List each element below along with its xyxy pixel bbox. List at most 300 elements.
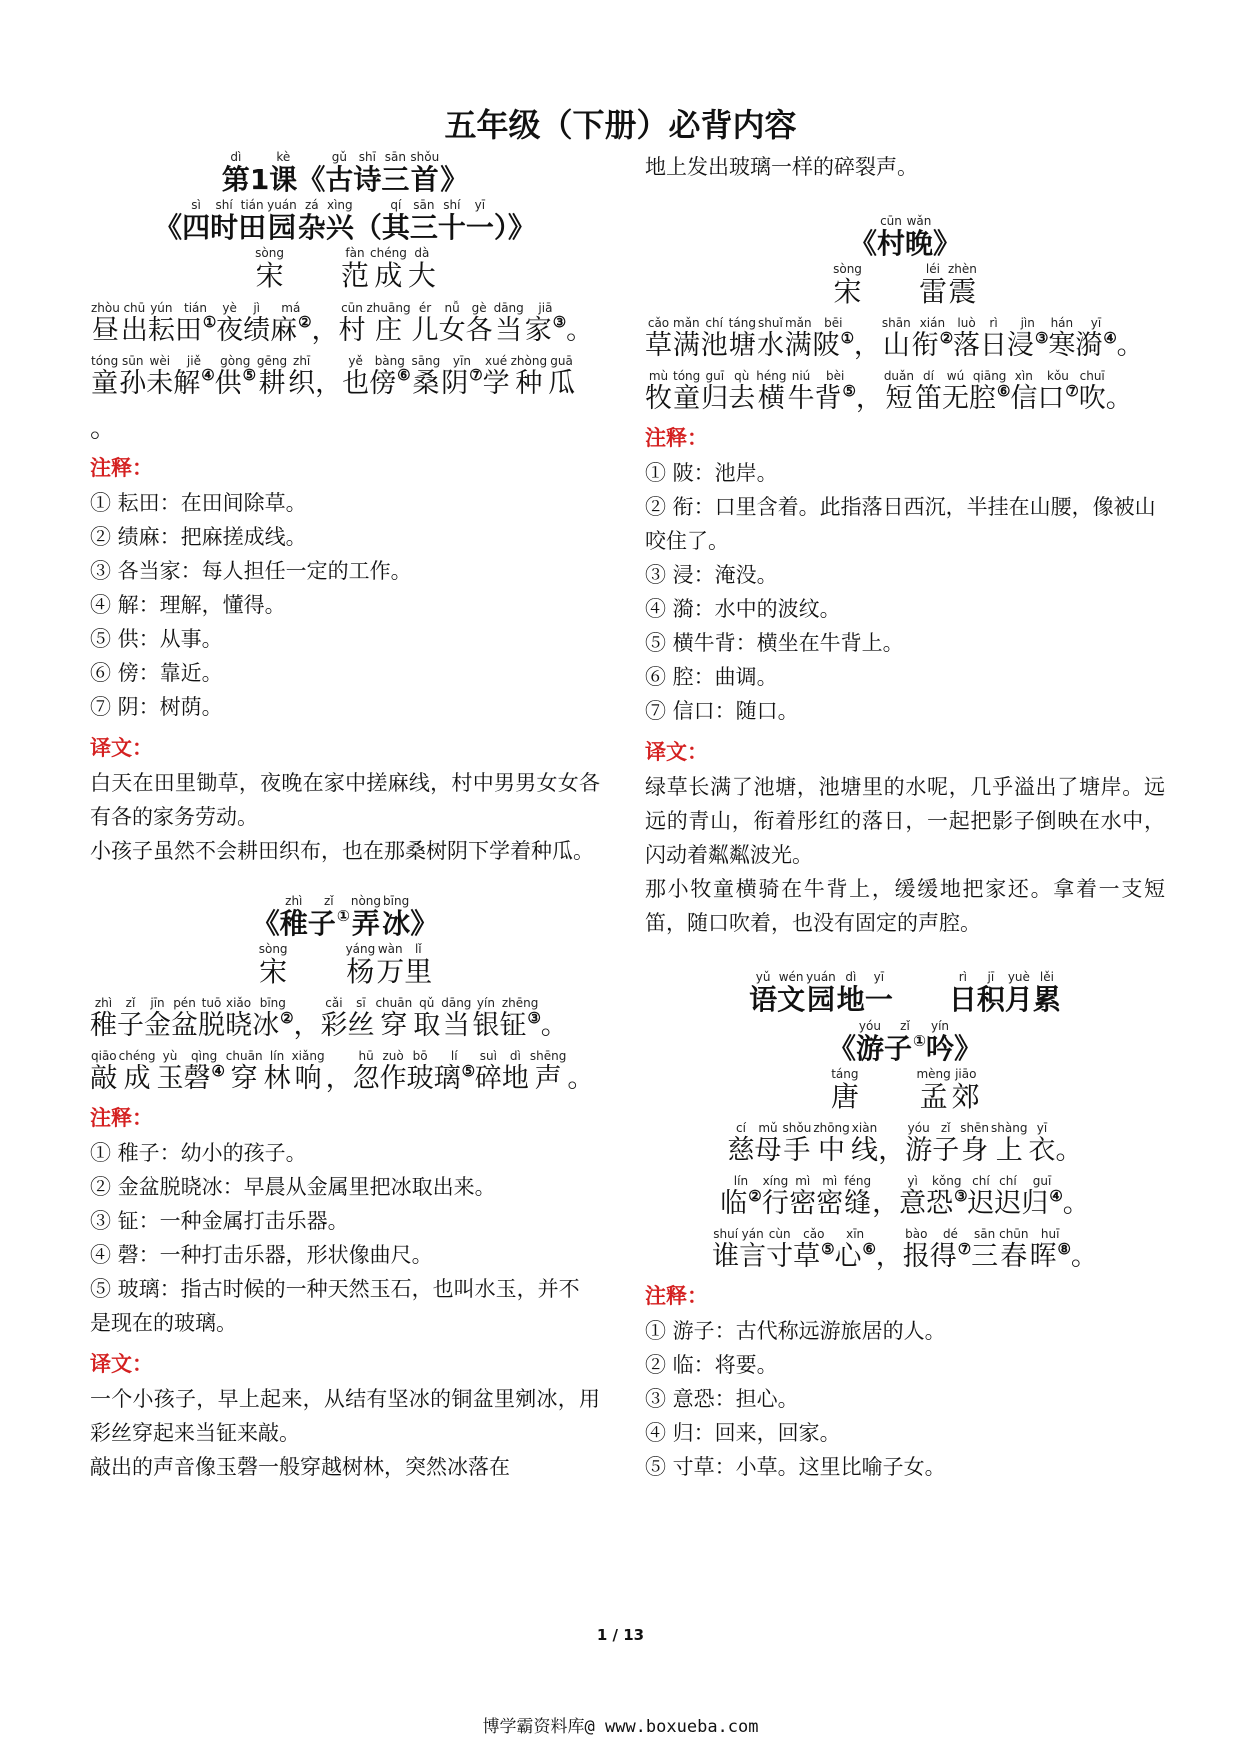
ruby-char	[156, 1049, 183, 1094]
pinyin: chí	[972, 1174, 990, 1189]
hanzi	[863, 276, 919, 308]
ruby-char	[947, 262, 978, 308]
hanzi: ，	[853, 330, 881, 362]
ruby-char	[1037, 369, 1078, 414]
hanzi: 园	[806, 983, 835, 1017]
ruby-char	[851, 1121, 878, 1166]
pinyin: bō	[412, 1049, 428, 1064]
ruby-char	[440, 996, 472, 1041]
hanzi: 吟	[926, 1031, 955, 1065]
hanzi: 女	[438, 314, 466, 346]
ruby-char	[225, 996, 252, 1041]
hanzi: 得⑦	[929, 1240, 972, 1273]
ruby-char	[308, 894, 350, 940]
footnote-marker: ⑥	[997, 382, 1011, 401]
ruby-char	[915, 1067, 951, 1113]
ruby-char	[930, 1227, 971, 1272]
pinyin: guā	[550, 353, 573, 368]
ruby-char	[119, 354, 146, 399]
hanzi: 村	[338, 314, 366, 346]
hanzi: 子	[117, 1010, 144, 1042]
pinyin	[421, 894, 427, 908]
hanzi: 宋	[255, 259, 284, 293]
ruby-char	[784, 316, 813, 361]
notes-list	[645, 1314, 1165, 1484]
hanzi: 敲	[90, 1063, 118, 1095]
pinyin: zuò	[382, 1049, 404, 1064]
pinyin: mǎn	[673, 316, 700, 331]
pinyin: bàng	[374, 353, 405, 368]
left-column	[90, 150, 600, 1484]
pinyin: lín	[733, 1174, 749, 1189]
pinyin: dà	[414, 246, 430, 261]
translation-paragraph: 白天在田里锄草，夜晚在家中搓麻线，村中男男女女各有各的家务劳动。	[90, 770, 600, 829]
ruby-char	[971, 1227, 998, 1272]
hanzi: 地	[836, 983, 865, 1017]
hanzi: 成	[123, 1063, 151, 1095]
hanzi: 横	[757, 383, 785, 415]
pinyin: kǒu	[1047, 369, 1069, 384]
hanzi: 绩	[243, 314, 271, 346]
pinyin: qiāo	[91, 1049, 117, 1064]
pinyin: héng	[756, 369, 787, 384]
pinyin: sì	[191, 198, 201, 213]
pinyin: shàng	[991, 1121, 1028, 1136]
ruby-char	[878, 1121, 905, 1166]
ruby-char	[566, 301, 593, 346]
ruby-char	[182, 198, 210, 244]
poem-verse	[90, 1049, 600, 1094]
pinyin: cūn	[341, 300, 363, 315]
hanzi: 言	[739, 1241, 767, 1273]
ruby-char	[439, 301, 466, 346]
ruby-char	[712, 1227, 739, 1272]
pinyin: cǎi	[325, 996, 343, 1011]
ruby-char	[672, 369, 701, 414]
ruby-char	[369, 246, 408, 292]
pinyin: luò	[957, 316, 976, 331]
pinyin: zǐ	[900, 1018, 910, 1033]
hanzi: 彩	[320, 1010, 348, 1042]
pinyin: zǐ	[940, 1121, 951, 1136]
hanzi: 杂	[297, 211, 326, 245]
hanzi: ，	[325, 1063, 353, 1095]
note-item: ⑤ 寸草：小草。这里比喻子女。	[645, 1455, 946, 1480]
pinyin: jiāo	[955, 1066, 977, 1081]
ruby-char	[347, 996, 374, 1041]
ruby-char	[548, 354, 575, 399]
hanzi: 满	[784, 330, 812, 362]
ruby-char	[250, 150, 269, 196]
pinyin: sòng	[833, 262, 862, 277]
hanzi: 信	[1010, 383, 1038, 415]
ruby-char	[293, 996, 320, 1041]
ruby-char	[905, 1121, 932, 1166]
footnote-marker: ⑥	[862, 1240, 876, 1258]
hanzi: （	[353, 211, 382, 245]
pinyin	[578, 1049, 584, 1063]
ruby-char	[720, 1174, 761, 1219]
pinyin: xīn	[846, 1227, 865, 1242]
footnote-marker: ①	[840, 329, 854, 348]
pinyin	[512, 198, 518, 212]
pinyin: tián	[240, 198, 264, 213]
pinyin: sāng	[411, 353, 441, 368]
pinyin: xián	[919, 316, 946, 331]
pinyin: dì	[509, 1049, 521, 1064]
notes-label: 注释：	[90, 1106, 153, 1131]
footnote-marker: ⑤	[461, 1062, 475, 1080]
pinyin: yī	[474, 198, 486, 213]
pinyin: gēng	[256, 353, 288, 368]
pinyin: gǔ	[331, 150, 347, 164]
ruby-char	[980, 316, 1007, 361]
ruby-char	[837, 970, 865, 1016]
hanzi: 冰	[382, 906, 411, 940]
pinyin: xiǎng	[291, 1049, 325, 1064]
ruby-char	[342, 354, 369, 399]
pinyin: shān	[881, 316, 911, 331]
hanzi: 晖⑧	[1029, 1240, 1071, 1273]
hanzi: 取	[413, 1010, 441, 1042]
pinyin: yín	[931, 1018, 950, 1033]
ruby-char	[285, 246, 341, 292]
ruby-char	[376, 942, 404, 988]
ruby-char	[953, 316, 980, 361]
pinyin: cǎo	[647, 316, 670, 331]
hanzi: 田	[238, 211, 267, 245]
hanzi: 》	[954, 1031, 983, 1065]
pinyin: sūn	[122, 353, 144, 368]
hanzi: 出	[120, 314, 148, 346]
hanzi: 吹	[1078, 383, 1106, 415]
hanzi: 语	[749, 983, 778, 1017]
pinyin: mù	[648, 369, 669, 384]
hanzi: 草	[645, 330, 672, 362]
hanzi: 金	[144, 1010, 171, 1042]
note-item: ⑥ 傍：靠近。	[90, 660, 223, 685]
hanzi: 林	[263, 1063, 291, 1095]
pinyin: zá	[304, 198, 319, 213]
ruby-char	[762, 1174, 790, 1219]
hanzi: 雷	[918, 275, 947, 309]
pinyin	[304, 996, 310, 1010]
note-item: ③ 钲：一种金属打击乐器。	[90, 1209, 349, 1234]
hanzi: ，	[311, 314, 339, 346]
hanzi: 作	[379, 1063, 407, 1095]
ruby-char	[990, 1121, 1028, 1166]
pinyin	[1116, 369, 1122, 383]
ruby-char	[408, 246, 436, 292]
hanzi: 满	[672, 330, 700, 362]
note-item: ⑤ 横牛背：横坐在牛背上。	[645, 631, 904, 656]
translation	[645, 770, 1165, 940]
pinyin: táng	[728, 316, 756, 331]
pinyin: jī	[987, 970, 995, 985]
pinyin: yuán	[267, 198, 297, 213]
ruby-char	[1010, 369, 1037, 414]
pinyin: tóng	[91, 353, 119, 368]
pinyin: zhèn	[947, 262, 977, 277]
footnote-marker: ②	[748, 1186, 762, 1205]
footnote-marker: ⑧	[1057, 1240, 1071, 1258]
ruby-char	[264, 1049, 291, 1094]
pinyin: xìng	[326, 198, 353, 213]
ruby-char	[884, 1019, 926, 1065]
ruby-char	[407, 1049, 434, 1094]
pinyin: mǎn	[784, 316, 812, 331]
hanzi: 归④	[1021, 1186, 1063, 1220]
hanzi: 三	[409, 211, 438, 245]
pinyin: yóu	[907, 1121, 930, 1136]
ruby-char	[369, 354, 410, 399]
pinyin: duǎn	[883, 369, 914, 384]
ruby-char	[959, 1121, 990, 1166]
pinyin: tóng	[673, 369, 701, 384]
hanzi: 笛	[915, 383, 942, 415]
ruby-char	[529, 1049, 567, 1094]
pinyin	[336, 1049, 342, 1063]
ruby-char	[243, 301, 270, 346]
hanzi: 子	[932, 1135, 960, 1167]
hanzi: 唐	[830, 1079, 859, 1113]
hanzi: 《	[848, 227, 877, 260]
hanzi: 陂①	[812, 329, 854, 362]
poem-title	[90, 198, 600, 244]
pinyin: shēng	[529, 1049, 567, 1064]
pinyin	[965, 1019, 971, 1033]
pinyin	[883, 1174, 889, 1188]
ruby-char	[1005, 970, 1033, 1016]
ruby-char	[258, 942, 289, 988]
hanzi: 万	[376, 954, 405, 988]
footnote-marker: ⑦	[957, 1240, 972, 1258]
ruby-char	[728, 1121, 755, 1166]
ruby-char	[903, 1227, 930, 1272]
pinyin: mǔ	[758, 1121, 778, 1136]
hanzi: 麻②	[270, 313, 312, 346]
ruby-char	[952, 1067, 980, 1113]
ruby-char	[380, 1049, 407, 1094]
hanzi: 当	[495, 314, 523, 346]
pinyin	[577, 301, 583, 315]
hanzi: 三	[381, 163, 410, 196]
page-title: 五年级（下册）必背内容	[444, 106, 797, 144]
pinyin	[308, 150, 314, 164]
note-item: ⑦ 阴：树荫。	[90, 694, 223, 719]
hanzi: 声	[534, 1063, 562, 1095]
ruby-char	[325, 150, 353, 196]
ruby-char	[757, 316, 784, 361]
ruby-char	[1117, 316, 1144, 361]
hanzi: 《	[827, 1031, 856, 1065]
hanzi	[289, 956, 345, 988]
ruby-char	[1028, 1121, 1055, 1166]
hanzi: 郊	[951, 1079, 980, 1113]
pinyin: shī	[358, 150, 376, 164]
ruby-char	[793, 1227, 834, 1272]
note-item: ⑤ 玻璃：指古时候的一种天然玉石，也叫水玉，并不是现在的玻璃。	[90, 1277, 580, 1336]
pinyin: sān	[973, 1227, 996, 1242]
pinyin: cí	[736, 1121, 746, 1136]
note-item: ⑥ 腔：曲调。	[645, 665, 778, 690]
ruby-char	[1106, 369, 1133, 414]
ruby-char	[311, 301, 338, 346]
pinyin: pén	[173, 996, 196, 1011]
pinyin: jiā	[538, 300, 553, 315]
pinyin: qù	[734, 369, 750, 384]
ruby-char	[144, 996, 171, 1041]
ruby-char	[382, 894, 410, 940]
pinyin	[326, 354, 332, 368]
hanzi: 心⑥	[834, 1240, 876, 1273]
hanzi: 寒	[1048, 330, 1076, 362]
pinyin	[551, 996, 557, 1010]
pinyin: guī	[705, 369, 725, 384]
pinyin: chí	[705, 316, 723, 331]
ruby-char	[828, 1019, 856, 1065]
note-item: ① 陂：池岸。	[645, 461, 778, 486]
ruby-char	[877, 214, 905, 260]
pinyin: yī	[873, 970, 885, 985]
ruby-char	[216, 301, 243, 346]
hanzi: 。	[1062, 1188, 1090, 1220]
hanzi: 村	[876, 227, 905, 260]
hanzi: 里	[404, 954, 433, 988]
pinyin	[165, 198, 171, 212]
pinyin: lí	[450, 1049, 458, 1064]
note-item: ④ 磬：一种打击乐器，形状像曲尺。	[90, 1243, 433, 1268]
pinyin: yáng	[345, 941, 376, 956]
footnote-marker: ②	[939, 329, 954, 348]
hanzi: 子①	[307, 906, 350, 940]
ruby-char	[266, 198, 298, 244]
ruby-char	[883, 369, 915, 414]
hanzi	[285, 260, 341, 292]
hanzi: 供⑤	[214, 366, 256, 399]
footnote-marker: ③	[527, 1008, 541, 1027]
pinyin	[101, 399, 107, 413]
hanzi: 家③	[524, 313, 567, 346]
ruby-char	[905, 214, 933, 260]
hanzi: 月	[1004, 983, 1033, 1017]
ruby-char	[1055, 1121, 1082, 1166]
ruby-char	[816, 1174, 843, 1219]
section-title	[645, 970, 1165, 1016]
ruby-char	[365, 301, 411, 346]
ruby-char	[297, 150, 325, 196]
pinyin: mèng	[916, 1066, 951, 1081]
pinyin: zhì	[285, 893, 303, 908]
ruby-char	[932, 1121, 959, 1166]
hanzi: 园	[267, 211, 296, 245]
hanzi: 庄	[375, 314, 403, 346]
footnote-marker: ④	[1049, 1186, 1063, 1205]
hanzi: 成	[374, 259, 403, 293]
pinyin: guī	[1032, 1174, 1052, 1189]
hanzi: 密	[816, 1188, 844, 1220]
ruby-char	[493, 301, 525, 346]
footnote-marker: ⑦	[469, 366, 483, 385]
pinyin: mì	[795, 1174, 811, 1189]
hanzi: 腔⑥	[969, 382, 1011, 415]
note-item: ④ 解：理解，懂得。	[90, 592, 286, 617]
ruby-char	[881, 316, 912, 361]
pinyin: léi	[925, 262, 940, 277]
ruby-char	[466, 301, 493, 346]
translation	[90, 1382, 600, 1484]
pinyin: shǒu	[782, 1121, 812, 1136]
pinyin: zhōng	[813, 1121, 850, 1136]
hanzi: 玉	[156, 1063, 184, 1095]
ruby-char	[173, 354, 214, 399]
hanzi: 盆	[171, 1010, 198, 1042]
hanzi: 《	[297, 163, 326, 196]
footnote-marker: ⑦	[1065, 382, 1079, 401]
pinyin: qiāng	[972, 369, 1007, 384]
poem-author	[645, 262, 1165, 308]
hanzi: 四	[182, 211, 211, 245]
ruby-char	[183, 1049, 224, 1094]
pinyin	[889, 1121, 895, 1135]
pinyin: shēn	[960, 1121, 990, 1136]
note-item: ③ 浸：淹没。	[645, 563, 778, 588]
ruby-char	[289, 942, 345, 988]
hanzi: 田①	[174, 313, 217, 346]
hanzi: 诗	[353, 163, 382, 196]
hanzi: 。	[1055, 1135, 1083, 1167]
hanzi: 织	[288, 367, 316, 399]
ruby-char	[863, 262, 919, 308]
footnote-marker: ⑤	[842, 382, 856, 401]
ruby-char	[843, 1174, 872, 1219]
hanzi: 范	[341, 259, 370, 293]
ruby-char	[805, 970, 837, 1016]
pinyin: qǔ	[419, 996, 435, 1011]
pinyin: shuǐ	[758, 316, 783, 331]
pinyin: bīng	[383, 893, 410, 908]
ruby-char	[789, 1174, 816, 1219]
hanzi: 解④	[173, 366, 215, 399]
hanzi: 。	[567, 1063, 595, 1095]
ruby-char	[210, 198, 238, 244]
pinyin: jì	[253, 300, 260, 315]
footer-watermark: 博学霸资料库@ www.boxueba.com	[482, 1717, 759, 1737]
ruby-char	[382, 198, 410, 244]
ruby-char	[118, 1049, 157, 1094]
hanzi: 学	[482, 367, 510, 399]
note-item: ① 稚子：幼小的孩子。	[90, 1141, 307, 1166]
pinyin: yóu	[858, 1018, 881, 1033]
hanzi: 稚	[279, 906, 308, 940]
ruby-char	[121, 301, 148, 346]
hanzi: 手	[783, 1135, 811, 1167]
pinyin: fàn	[345, 246, 365, 261]
pinyin: gòng	[220, 353, 251, 368]
ruby-char	[919, 262, 947, 308]
right-column	[645, 150, 1165, 1484]
hanzi: 日	[948, 983, 977, 1017]
hanzi: 耕	[258, 367, 286, 399]
ruby-char	[525, 301, 566, 346]
poem-verse	[645, 1227, 1165, 1272]
pinyin: wú	[946, 369, 965, 384]
pinyin: xíng	[762, 1174, 789, 1189]
pinyin: chí	[999, 1174, 1017, 1189]
hanzi: 童	[91, 367, 119, 399]
ruby-char	[441, 354, 482, 399]
pinyin	[1127, 316, 1133, 330]
